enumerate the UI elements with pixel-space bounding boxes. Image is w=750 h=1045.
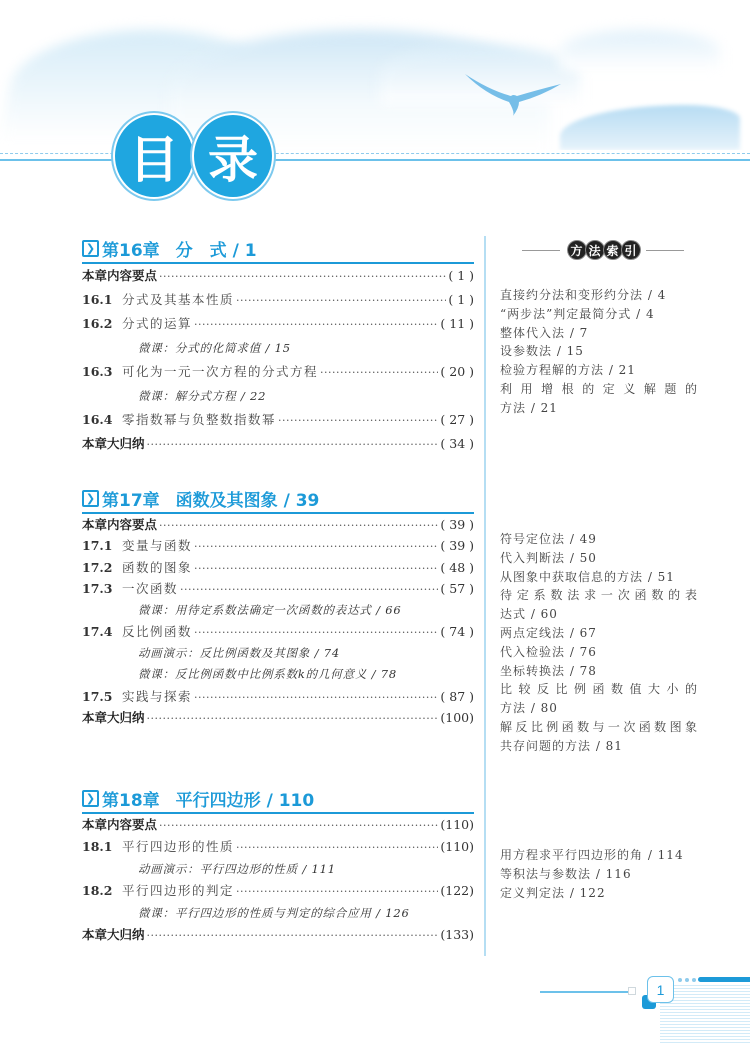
method-item[interactable]: 比较反比例函数值大小的 <box>500 682 700 697</box>
page-title <box>113 113 275 199</box>
method-group <box>500 846 700 902</box>
section-title: 函数的图象 <box>122 559 193 575</box>
bird-icon <box>463 72 563 117</box>
toc-key-entry[interactable] <box>82 514 474 536</box>
section-number: 17.4 <box>82 624 113 639</box>
chapter-number: 第18章 <box>102 790 160 811</box>
method-item[interactable]: 从图象中获取信息的方法 / 51 <box>500 569 675 584</box>
method-item[interactable]: 等积法与参数法 / 116 <box>500 866 632 881</box>
chapter-heading[interactable] <box>82 786 474 810</box>
chapter-title: 分 式 / 1 <box>175 240 257 261</box>
page-ref: ( 27 ) <box>440 411 474 427</box>
section-title: 分式的运算 <box>122 315 193 331</box>
toc-key-entry[interactable] <box>82 432 474 456</box>
method-item[interactable]: 达式 / 60 <box>500 607 558 622</box>
toc-sub-entry[interactable]: 动画演示：反比例函数及其图象 / 74 <box>138 645 341 660</box>
dot-leader <box>236 289 446 313</box>
chapter-block <box>82 786 474 946</box>
section-number: 18.2 <box>82 882 113 898</box>
page-ref: ( 74 ) <box>440 624 474 639</box>
mountain-illustration <box>560 105 740 150</box>
dot-leader <box>194 558 438 580</box>
page-ref: (122) <box>440 882 474 898</box>
method-item[interactable]: 利用增根的定义解题的 <box>500 381 700 396</box>
chapter-title: 平行四边形 / 110 <box>175 790 315 811</box>
method-item[interactable]: 共存问题的方法 / 81 <box>500 738 623 753</box>
toc-sub-entry[interactable]: 微课：平行四边形的性质与判定的综合应用 / 126 <box>138 905 410 920</box>
method-item[interactable]: 整体代入法 / 7 <box>500 325 589 340</box>
page-ref: ( 48 ) <box>440 559 474 575</box>
toc-key-entry[interactable] <box>82 814 474 836</box>
dot-leader <box>147 433 439 457</box>
page-ref: ( 39 ) <box>440 538 474 553</box>
dot-leader <box>194 622 438 644</box>
page-ref: ( 87 ) <box>440 688 474 704</box>
method-group <box>500 530 700 756</box>
section-number: 17.1 <box>82 538 113 553</box>
dot-leader <box>194 536 438 558</box>
heading-char: 方 <box>567 240 587 260</box>
chevron-right-icon: ❯ <box>82 240 99 257</box>
footer-rule <box>540 991 628 993</box>
dot-leader <box>180 579 438 601</box>
method-item[interactable]: 解反比例函数与一次函数图象 <box>500 719 700 734</box>
chapter-block <box>82 236 474 456</box>
divider <box>522 250 560 251</box>
section-number: 17.2 <box>82 559 113 575</box>
entry-title: 本章内容要点 <box>82 267 158 283</box>
page-ref: ( 20 ) <box>440 363 474 379</box>
chevron-right-icon: ❯ <box>82 790 99 807</box>
toc-section-entry[interactable] <box>82 880 474 902</box>
section-title: 零指数幂与负整数指数幂 <box>122 411 277 427</box>
toc-key-entry[interactable] <box>82 707 474 729</box>
section-title: 平行四边形的判定 <box>122 882 235 898</box>
method-item[interactable]: 两点定线法 / 67 <box>500 625 597 640</box>
entry-title: 本章大归纳 <box>82 926 145 942</box>
footer-dots <box>678 978 696 982</box>
section-title: 实践与探索 <box>122 688 193 704</box>
toc-sub-entry[interactable]: 动画演示：平行四边形的性质 / 111 <box>138 861 336 876</box>
heading-char: 引 <box>621 240 641 260</box>
title-char: 目 <box>113 113 195 199</box>
method-item[interactable]: 定义判定法 / 122 <box>500 885 606 900</box>
page-ref: ( 1 ) <box>448 267 474 283</box>
chapter-block <box>82 486 474 729</box>
section-number: 16.2 <box>82 315 113 331</box>
dot-leader <box>278 409 438 433</box>
toc-section-entry[interactable] <box>82 312 474 336</box>
toc-sub-entry[interactable]: 微课：解分式方程 / 22 <box>138 388 267 403</box>
dot-leader <box>147 925 439 947</box>
method-item[interactable]: 方法 / 21 <box>500 400 558 415</box>
method-item[interactable]: 待定系数法求一次函数的表 <box>500 588 700 603</box>
method-index-heading <box>500 236 705 264</box>
mountain-illustration <box>560 30 720 70</box>
method-index <box>500 236 705 900</box>
dot-leader <box>236 881 438 903</box>
chapter-heading[interactable] <box>82 486 474 510</box>
page-ref: ( 34 ) <box>440 435 474 451</box>
method-item[interactable]: 检验方程解的方法 / 21 <box>500 363 636 378</box>
section-title: 可化为一元一次方程的分式方程 <box>122 363 319 379</box>
page-ref: ( 11 ) <box>440 315 474 331</box>
toc-sub-entry[interactable]: 微课：反比例函数中比例系数k的几何意义 / 78 <box>138 667 397 681</box>
sidebar-divider <box>484 236 486 956</box>
chapter-number: 第16章 <box>102 240 160 261</box>
method-item[interactable]: 代入检验法 / 76 <box>500 644 597 659</box>
toc-section-entry[interactable] <box>82 686 474 708</box>
footer-bar <box>698 977 750 982</box>
toc-section-entry[interactable] <box>82 557 474 579</box>
dot-leader <box>159 265 446 289</box>
method-group <box>500 286 700 418</box>
toc-section-entry[interactable] <box>82 360 474 384</box>
heading-char: 法 <box>585 240 605 260</box>
page-ref: (100) <box>440 710 474 725</box>
dot-leader <box>236 837 438 859</box>
method-item[interactable]: 用方程求平行四边形的角 / 114 <box>500 848 684 862</box>
chapter-heading[interactable] <box>82 236 474 260</box>
toc-sub-entry[interactable]: 微课：分式的化简求值 / 15 <box>138 340 291 355</box>
method-item[interactable]: 设参数法 / 15 <box>500 344 584 359</box>
method-item[interactable]: “两步法”判定最简分式 / 4 <box>500 306 655 321</box>
dot-leader <box>320 361 438 385</box>
section-number: 16.1 <box>82 291 113 307</box>
dot-leader <box>159 815 438 837</box>
toc-section-entry[interactable] <box>82 535 474 557</box>
chevron-right-icon: ❯ <box>82 490 99 507</box>
toc-section-entry[interactable] <box>82 621 474 643</box>
method-item[interactable]: 代入判断法 / 50 <box>500 550 597 565</box>
section-title: 反比例函数 <box>122 624 193 639</box>
page-ref: ( 57 ) <box>440 581 474 596</box>
heading-char: 索 <box>603 240 623 260</box>
toc-section-entry[interactable] <box>82 836 474 858</box>
dot-leader <box>194 313 438 337</box>
toc-sub-entry[interactable]: 微课：用待定系数法确定一次函数的表达式 / 66 <box>138 602 402 617</box>
entry-title: 本章内容要点 <box>82 516 158 532</box>
section-number: 17.5 <box>82 688 113 704</box>
page-ref: ( 1 ) <box>448 291 474 307</box>
section-title: 分式及其基本性质 <box>122 291 235 307</box>
toc-section-entry[interactable] <box>82 578 474 600</box>
divider <box>646 250 684 251</box>
title-char: 录 <box>192 113 274 199</box>
section-title: 一次函数 <box>122 581 179 596</box>
method-item[interactable]: 符号定位法 / 49 <box>500 532 597 546</box>
dot-leader <box>159 515 438 537</box>
section-number: 16.3 <box>82 363 113 379</box>
section-number: 17.3 <box>82 581 113 596</box>
page-ref: (110) <box>440 816 474 832</box>
footer-square-decoration <box>628 987 636 995</box>
method-item[interactable]: 方法 / 80 <box>500 701 558 716</box>
entry-title: 本章内容要点 <box>82 816 158 832</box>
page-number: 1 <box>647 976 674 1003</box>
section-title: 平行四边形的性质 <box>122 838 235 854</box>
toc-section-entry[interactable] <box>82 288 474 312</box>
chapter-title: 函数及其图象 / 39 <box>175 490 320 511</box>
page-ref: (133) <box>440 926 474 942</box>
toc-key-entry[interactable] <box>82 924 474 946</box>
entry-title: 本章大归纳 <box>82 710 145 725</box>
section-number: 18.1 <box>82 838 113 854</box>
page-ref: (110) <box>440 838 474 854</box>
dot-leader <box>147 708 439 730</box>
chapter-number: 第17章 <box>102 490 160 511</box>
toc-key-entry[interactable] <box>82 264 474 288</box>
entry-title: 本章大归纳 <box>82 435 145 451</box>
method-item[interactable]: 直接约分法和变形约分法 / 4 <box>500 288 667 302</box>
toc-section-entry[interactable] <box>82 408 474 432</box>
page-ref: ( 39 ) <box>440 516 474 532</box>
section-title: 变量与函数 <box>122 538 193 553</box>
section-number: 16.4 <box>82 411 113 427</box>
dot-leader <box>194 687 438 709</box>
method-item[interactable]: 坐标转换法 / 78 <box>500 663 597 678</box>
